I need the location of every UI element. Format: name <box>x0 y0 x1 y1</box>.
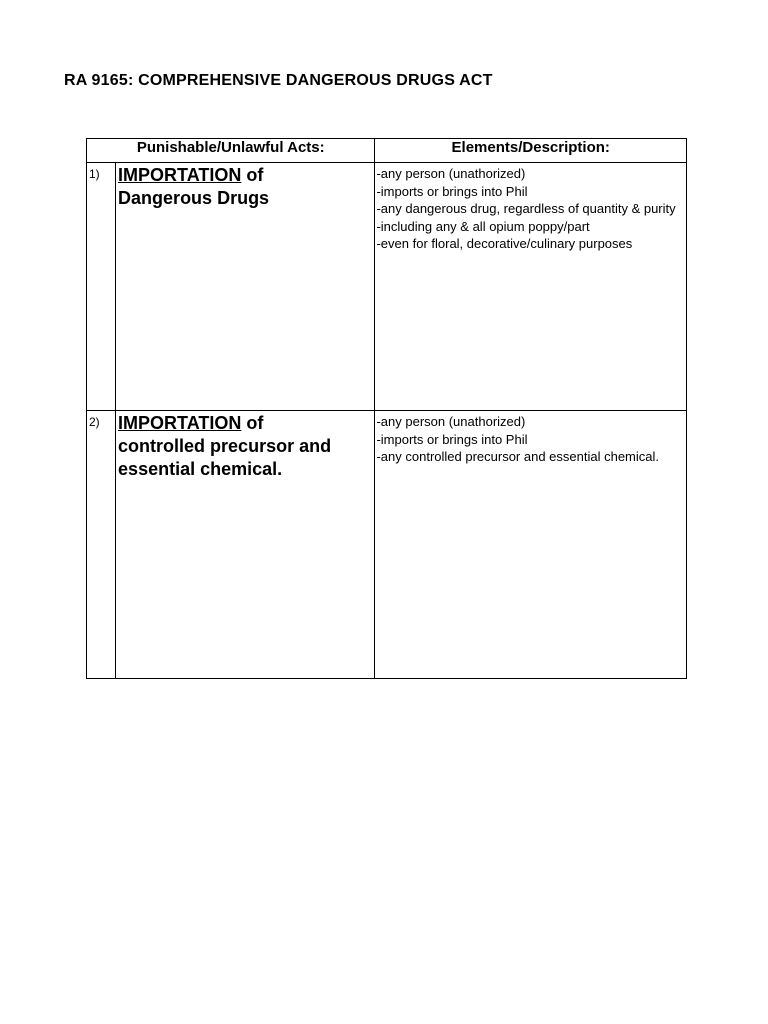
act-text: of <box>241 165 264 185</box>
element-line: -even for floral, decorative/culinary purposes <box>376 236 633 251</box>
act-keyword: IMPORTATION <box>118 165 242 185</box>
document-title: RA 9165: COMPREHENSIVE DANGEROUS DRUGS ACT <box>64 72 493 89</box>
elements-cell <box>375 163 687 411</box>
table-header-row <box>87 139 687 163</box>
elements-cell <box>375 411 687 679</box>
act-text: Dangerous Drugs <box>118 188 270 208</box>
element-line: -any controlled precursor and essential chemical. <box>376 449 659 464</box>
element-line: -any person (unathorized) <box>376 414 526 429</box>
act-cell <box>116 411 375 679</box>
table-row <box>87 411 687 679</box>
element-line: -any person (unathorized) <box>376 166 526 181</box>
act-text: controlled precursor and essential chemical. <box>118 436 332 479</box>
act-cell <box>116 163 375 411</box>
table-row <box>87 163 687 411</box>
header-acts: Punishable/Unlawful Acts: <box>87 139 375 163</box>
element-line: -imports or brings into Phil <box>376 183 528 199</box>
acts-table <box>86 138 687 679</box>
row-number: 2) <box>87 411 116 679</box>
element-line: -imports or brings into Phil <box>376 431 528 447</box>
header-elements: Elements/Description: <box>375 139 687 163</box>
act-text: of <box>241 413 264 433</box>
element-line: -any dangerous drug, regardless of quantity & purity <box>376 201 676 216</box>
element-line: -including any & all opium poppy/part <box>376 218 590 234</box>
act-keyword: IMPORTATION <box>118 413 242 433</box>
row-number: 1) <box>87 163 116 411</box>
